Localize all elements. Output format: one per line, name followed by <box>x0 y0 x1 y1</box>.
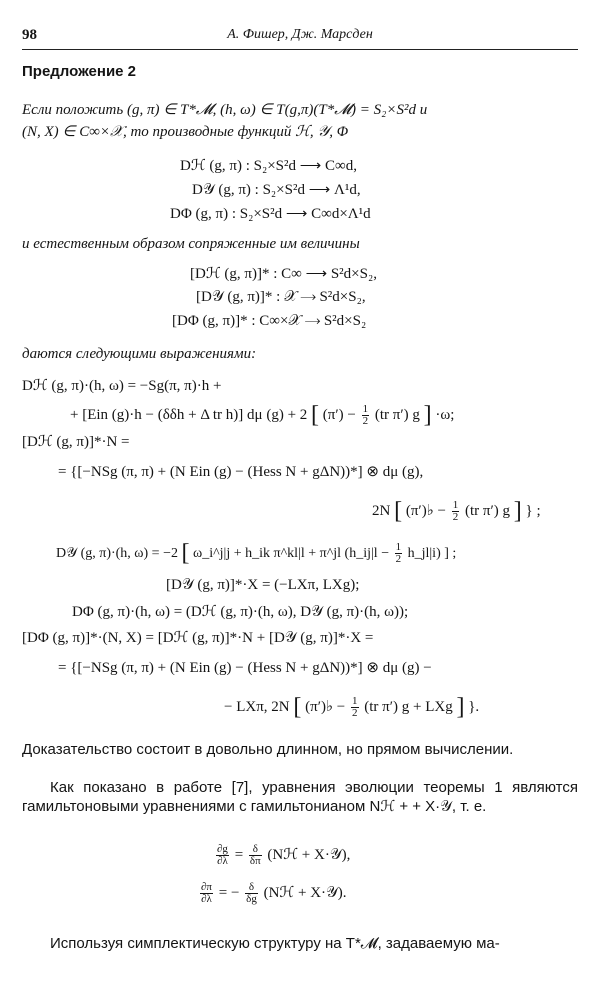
formula-6c-open-bracket: [ <box>293 694 302 720</box>
fraction-delta-dg: $\frac{\delta}{\delta g}$ <box>246 881 257 905</box>
equation-dpi-rhs: (Nℋ + X·𝒴). <box>263 884 347 901</box>
formula-3-tail: h_jl|i) <box>407 546 441 561</box>
formula-6c-left: − LXπ, 2N <box>224 699 290 715</box>
formula-3-end: ] ; <box>444 546 457 561</box>
formula-6c-close-bracket: ] <box>456 694 465 720</box>
page-number: 98 <box>22 27 37 43</box>
adjoint-intro: и естественным образом сопряженные им величины <box>22 236 360 252</box>
equals-minus-sign: = − <box>218 884 240 901</box>
formula-2c-close-bracket: ] <box>513 498 522 524</box>
formula-5: DΦ (g, π)·(h, ω) = (Dℋ (g, π)·(h, ω), D𝒴 (g, π)·(h, ω)); <box>72 604 409 620</box>
adjoint-momentum: [D𝒴 (g, π)]* : 𝒳 ⟶ S²d×S₂, <box>196 289 366 305</box>
equals-sign: = <box>234 846 244 863</box>
formula-6c-inner: (π′)♭ − <box>305 699 346 715</box>
formula-1b-tail: (tr π′) g <box>374 407 420 423</box>
formula-6c-end: }. <box>468 699 480 715</box>
formula-1a: Dℋ (g, π)·(h, ω) = −Sg(π, π)·h + <box>22 378 222 394</box>
formula-6b: = {[−NSg (π, π) + (N Ein (g) − (Hess N + gΔN))*] ⊗ dμ (g) − <box>58 660 432 676</box>
derivative-hamiltonian: Dℋ (g, π) : S₂×S²d ⟶ C∞d, <box>180 158 357 174</box>
formula-2c-end: } ; <box>525 503 541 519</box>
fraction-delta-dpi: $\frac{\delta}{\delta\pi}$ <box>249 843 261 867</box>
fraction-one-half: $\frac{1}{2}$ <box>352 695 358 720</box>
proposition-intro-line-1: Если положить (g, π) ∈ T*𝓜, (h, ω) ∈ T(g,π)(T*𝓜) = S₂×S²d и <box>22 102 428 118</box>
derivative-phi: DΦ (g, π) : S₂×S²d ⟶ C∞d×Λ¹d <box>170 206 371 222</box>
formula-1b-open-bracket: [ <box>311 402 320 428</box>
formula-1b-left: + [Ein (g)·h − (δδh + Δ tr h)] dμ (g) + 2 <box>70 407 308 423</box>
formula-1b-inner: (π′) − <box>322 407 356 423</box>
formula-2c-inner: (π′)♭ − <box>405 503 446 519</box>
formula-6c <box>224 694 479 721</box>
formula-2c-open-bracket: [ <box>394 498 403 524</box>
equation-dpi <box>198 882 347 905</box>
formula-1b-end: ·ω; <box>435 407 455 423</box>
running-authors: А. Фишер, Дж. Марсден <box>227 27 373 42</box>
adjoint-phi: [DΦ (g, π)]* : C∞×𝒳 ⟶ S²d×S₂ <box>172 313 367 329</box>
derivative-momentum: D𝒴 (g, π) : S₂×S²d ⟶ Λ¹d, <box>192 182 361 198</box>
fraction-one-half: $\frac{1}{2}$ <box>395 541 402 566</box>
proposition-intro-line-2: (N, X) ∈ C∞×𝒳, то производные функций ℋ, 𝒴, Φ <box>22 124 349 140</box>
formula-3-inner: ω_i^j|j + h_ik π^kl|l + π^jl (h_ij|l − <box>192 546 390 561</box>
formula-4: [D𝒴 (g, π)]*·X = (−LXπ, LXg); <box>166 577 360 593</box>
proof-paragraph: Доказательство состоит в довольно длинном, но прямом вычислении. <box>22 741 514 758</box>
formula-1b <box>70 402 454 429</box>
formula-2b: = {[−NSg (π, π) + (N Ein (g) − (Hess N + gΔN))*] ⊗ dμ (g), <box>58 464 424 480</box>
fraction-dg-dlambda: $\frac{\partial g}{\partial\lambda}$ <box>217 843 228 867</box>
equation-dg-rhs: (Nℋ + X·𝒴), <box>267 846 351 863</box>
formula-1b-close-bracket: ] <box>423 402 432 428</box>
fraction-dpi-dlambda: $\frac{\partial\pi}{\partial\lambda}$ <box>201 881 212 905</box>
adjoint-hamiltonian: [Dℋ (g, π)]* : C∞ ⟶ S²d×S₂, <box>190 266 377 282</box>
fraction-one-half: $\frac{1}{2}$ <box>362 403 369 428</box>
hamiltonian-paragraph: Как показано в работе [7], уравнения эволюции теоремы 1 являются гамильтоновыми уравнениями с гамильтонианом Nℋ + + X·𝒴, т. е. <box>22 779 578 815</box>
running-header <box>22 27 578 50</box>
equation-dg <box>214 844 350 867</box>
formula-2c-tail: (tr π′) g <box>464 503 510 519</box>
formula-2a: [Dℋ (g, π)]*·N = <box>22 434 130 450</box>
formula-3-left: D𝒴 (g, π)·(h, ω) = −2 <box>56 546 178 561</box>
formula-3-open-bracket: [ <box>181 540 190 566</box>
formula-2c-left: 2N <box>372 503 391 519</box>
given-by-text: даются следующими выражениями: <box>22 346 257 362</box>
formula-6a: [DΦ (g, π)]*·(N, X) = [Dℋ (g, π)]*·N + [D𝒴 (g, π)]*·X = <box>22 630 374 646</box>
formula-3 <box>56 540 456 567</box>
fraction-one-half: $\frac{1}{2}$ <box>452 499 459 524</box>
proposition-title: Предложение 2 <box>22 63 137 80</box>
final-paragraph: Используя симплектическую структуру на T*𝓜, задаваемую ма- <box>50 935 500 952</box>
formula-6c-tail: (tr π′) g + LXg <box>364 699 453 715</box>
formula-2c <box>372 498 541 525</box>
